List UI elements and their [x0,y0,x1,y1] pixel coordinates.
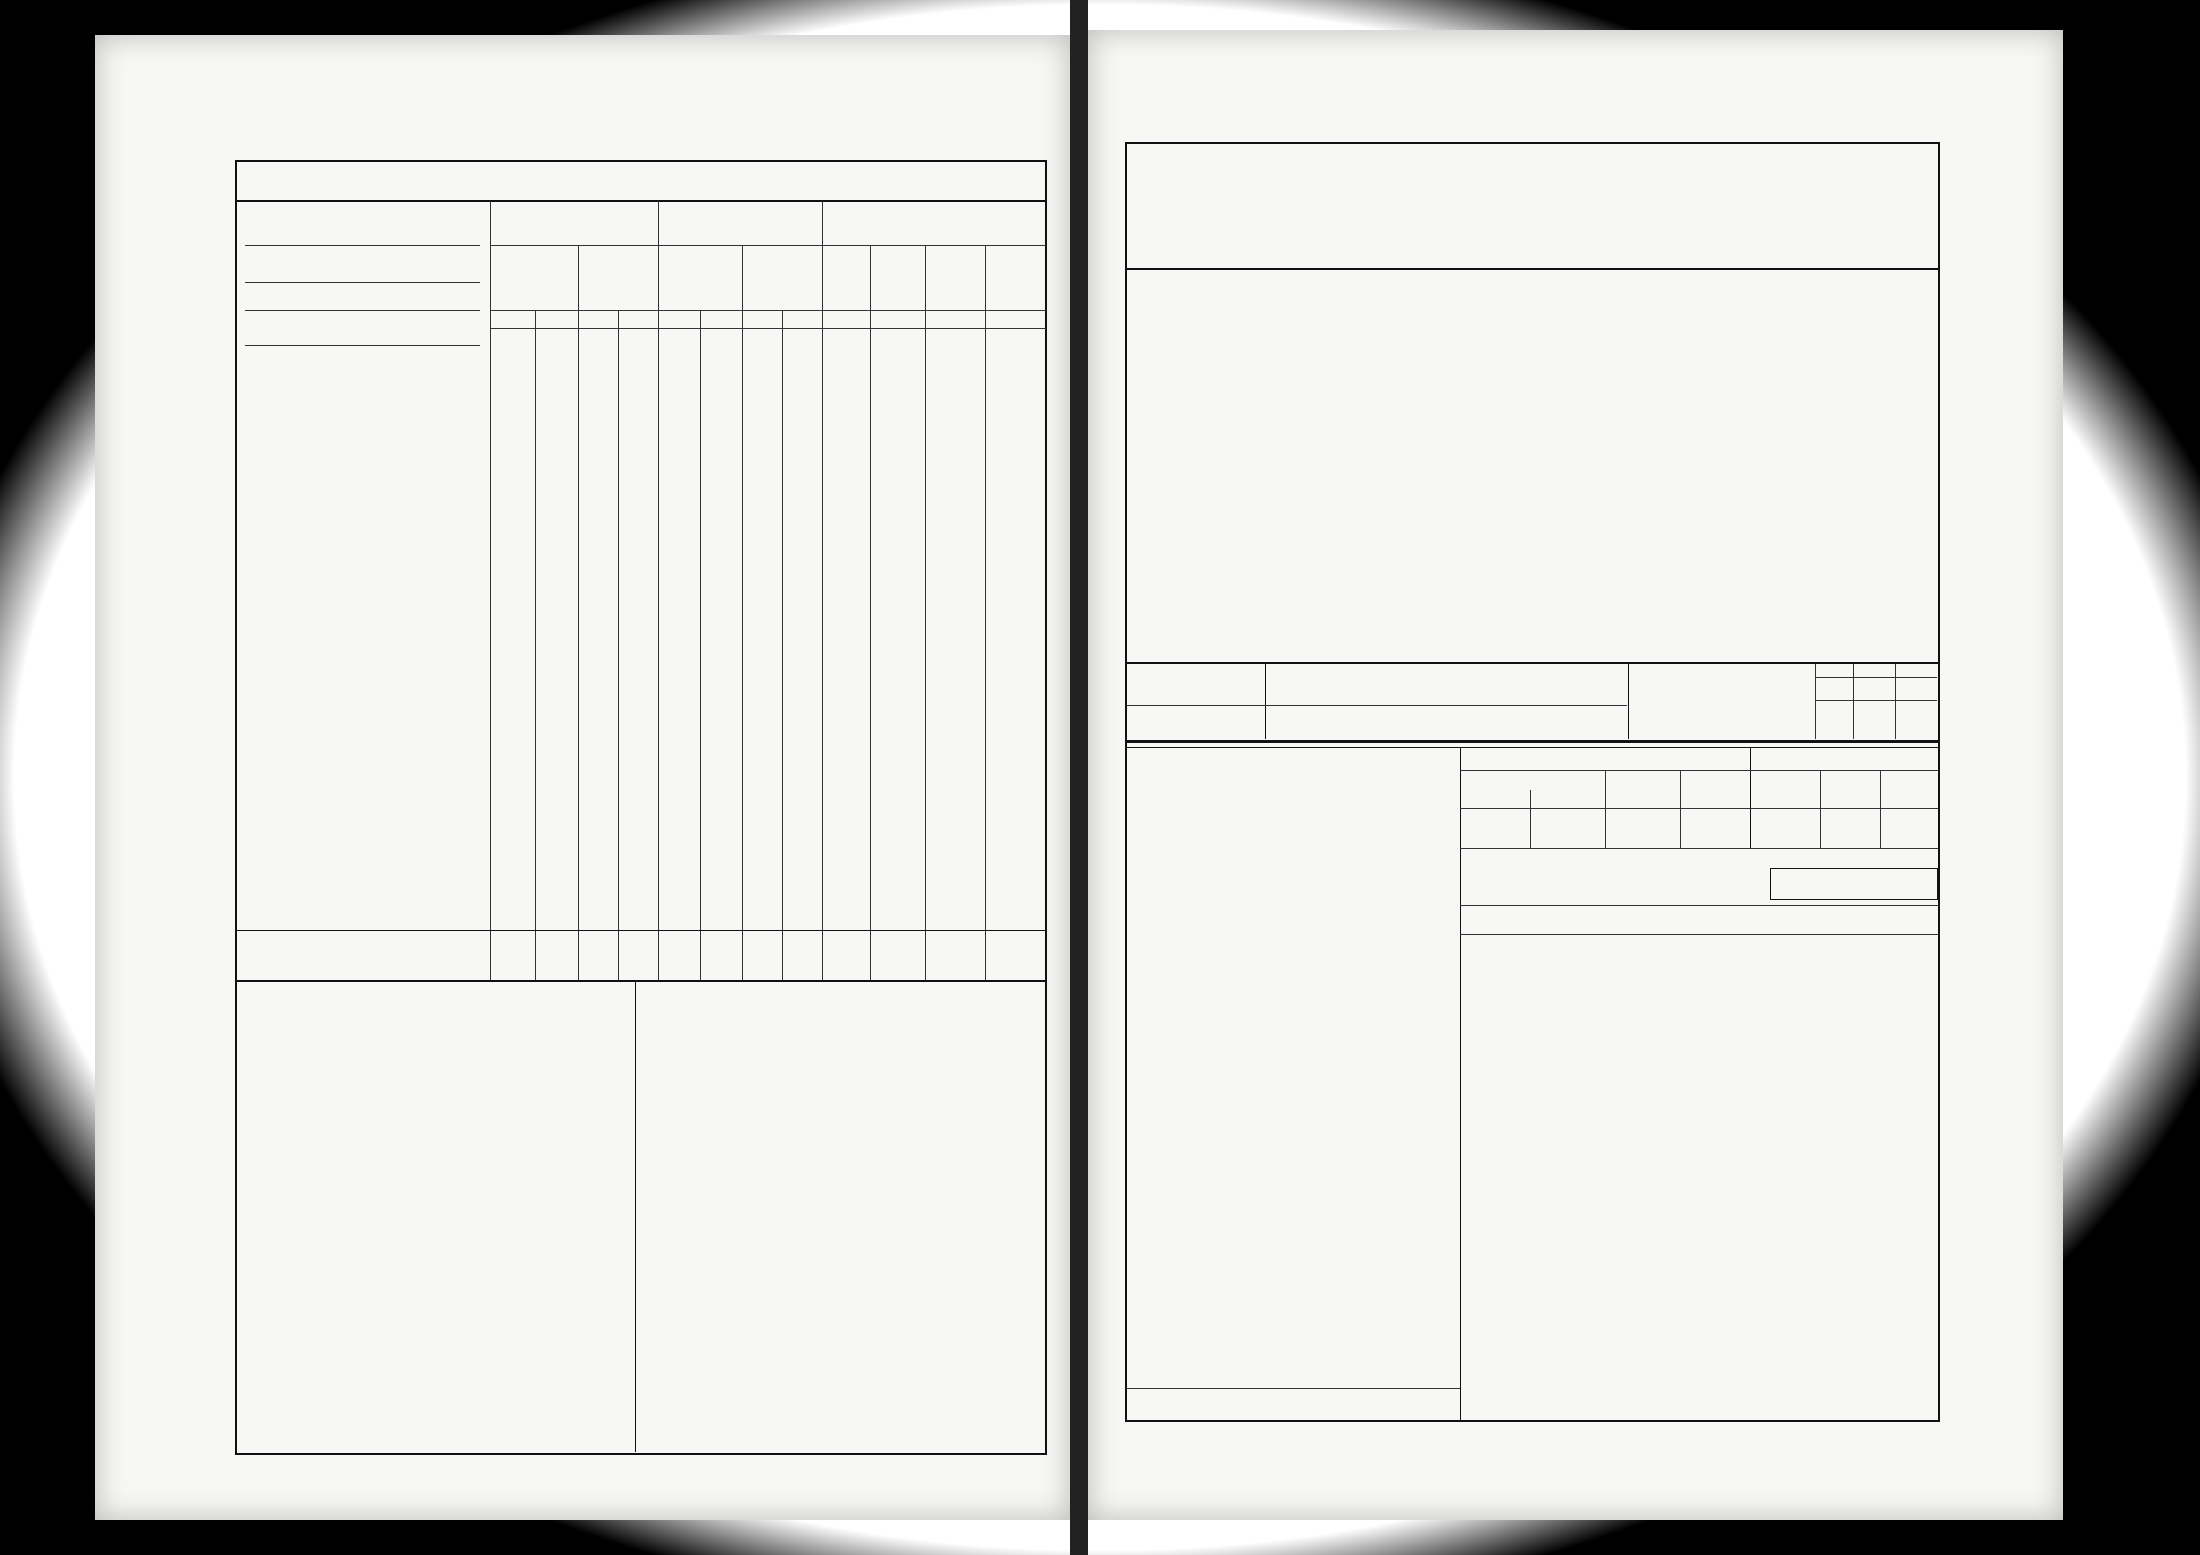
rule [236,980,1046,982]
book-gutter [1070,0,1088,1555]
col-line [1815,664,1816,739]
right-form-frame [1125,142,1940,1422]
col-line [535,310,536,981]
col-line [782,310,783,981]
rule [236,200,1046,202]
notes-divider [635,982,636,1452]
rule [1127,662,1938,664]
rule [1460,905,1938,906]
rule [245,282,480,283]
col-line [1680,770,1681,848]
col-line [1628,664,1629,739]
rule [1127,740,1938,743]
rule [245,310,480,311]
rule [1460,770,1938,771]
col-line [1853,664,1854,739]
rule [1127,268,1938,270]
rule [1127,1388,1460,1389]
col-line [1265,664,1266,739]
col-line [618,310,619,981]
col-line [1820,770,1821,848]
rule [1460,934,1938,935]
rule [245,345,480,346]
col-line [822,201,823,981]
col-line [490,201,491,981]
rule [491,328,1046,329]
col-line [658,201,659,981]
col-line [1530,790,1531,848]
col-line [700,310,701,981]
col-line [578,245,579,981]
rule [1460,848,1938,849]
rule [236,930,1046,931]
col-line [985,245,986,981]
col-line [1605,770,1606,848]
col-line [742,245,743,981]
col-line [1750,748,1751,848]
rule [1815,700,1937,701]
rule [1127,747,1938,748]
rule [491,310,1046,311]
rule [1460,808,1938,809]
col-line [870,245,871,981]
col-line [1880,770,1881,848]
col-line [925,245,926,981]
rule [1127,705,1627,706]
rule [1815,677,1937,678]
vaccinerade-box [1770,868,1938,900]
rule [245,245,480,246]
rule [491,245,1046,246]
col-line [1895,664,1896,739]
